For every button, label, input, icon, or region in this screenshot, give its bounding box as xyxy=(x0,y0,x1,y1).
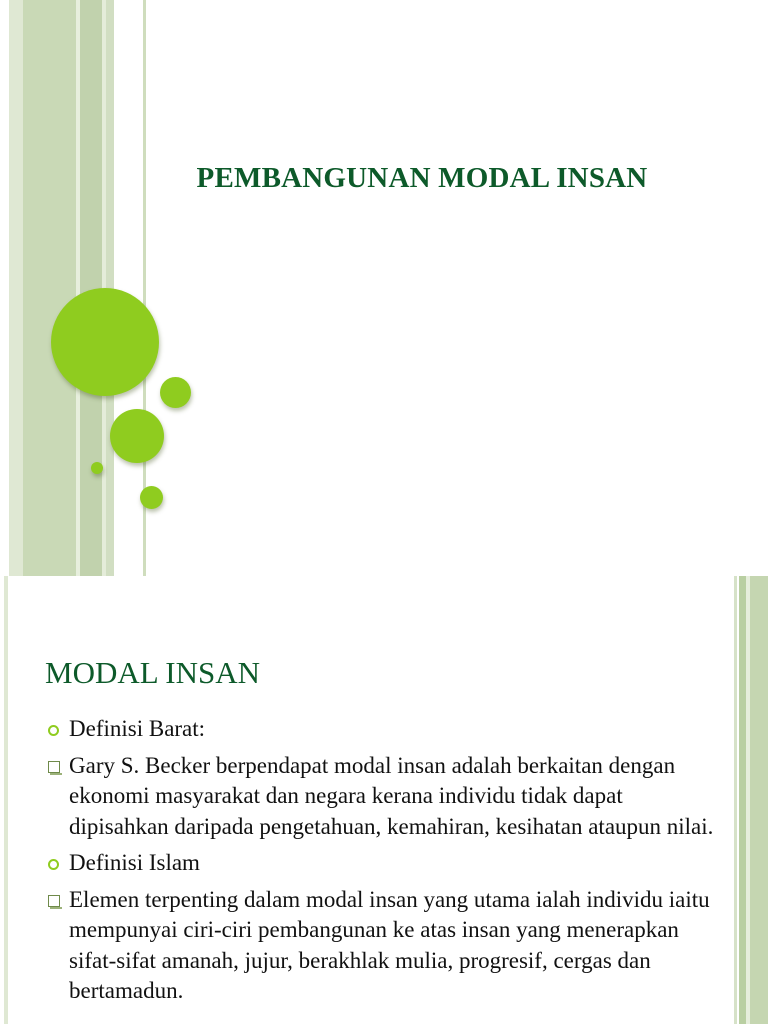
circle-outline-bullet-icon xyxy=(48,859,59,870)
decorative-circle-tiny xyxy=(91,462,103,474)
slide-title: PEMBANGUNAN MODAL INSAN xyxy=(196,162,648,194)
bullet-item xyxy=(44,885,716,1007)
bullet-text: Gary S. Becker berpendapat modal insan adalah berkaitan dengan ekonomi masyarakat dan negara kerana individu tidak dapat dipisahkan daripada pengetahuan, kemahiran, kesihatan ataupun nilai. xyxy=(69,752,714,839)
decorative-band xyxy=(23,0,76,576)
bullet-list xyxy=(44,714,716,1013)
content-slide xyxy=(0,576,768,1024)
decorative-circle-small xyxy=(140,486,163,509)
bullet-text: Elemen terpenting dalam modal insan yang utama ialah individu iaitu mempunyai ciri-ciri pembangunan ke atas insan yang menerapkan sifat-sifat amanah, jujur, berakhlak mulia, progresif, cergas dan bertamadun. xyxy=(69,886,710,1003)
decorative-circle-medium xyxy=(110,409,164,463)
slide-right-edge xyxy=(764,0,768,576)
slide-left-edge xyxy=(0,0,9,576)
decorative-band xyxy=(739,576,746,1024)
bullet-item xyxy=(44,714,716,745)
slide-heading: MODAL INSAN xyxy=(45,655,260,690)
bullet-text: Definisi Islam xyxy=(69,850,200,875)
decorative-band xyxy=(9,0,23,576)
bullet-item xyxy=(44,848,716,879)
decorative-circle-large xyxy=(51,288,159,396)
square-bullet-icon xyxy=(48,761,60,773)
bullet-item xyxy=(44,751,716,843)
decorative-circle-small xyxy=(160,377,191,408)
decorative-band xyxy=(734,576,737,1024)
decorative-band xyxy=(750,576,768,1024)
square-bullet-icon xyxy=(48,895,60,907)
decorative-band xyxy=(4,576,8,1024)
bullet-text: Definisi Barat: xyxy=(69,716,206,741)
circle-outline-bullet-icon xyxy=(48,725,59,736)
